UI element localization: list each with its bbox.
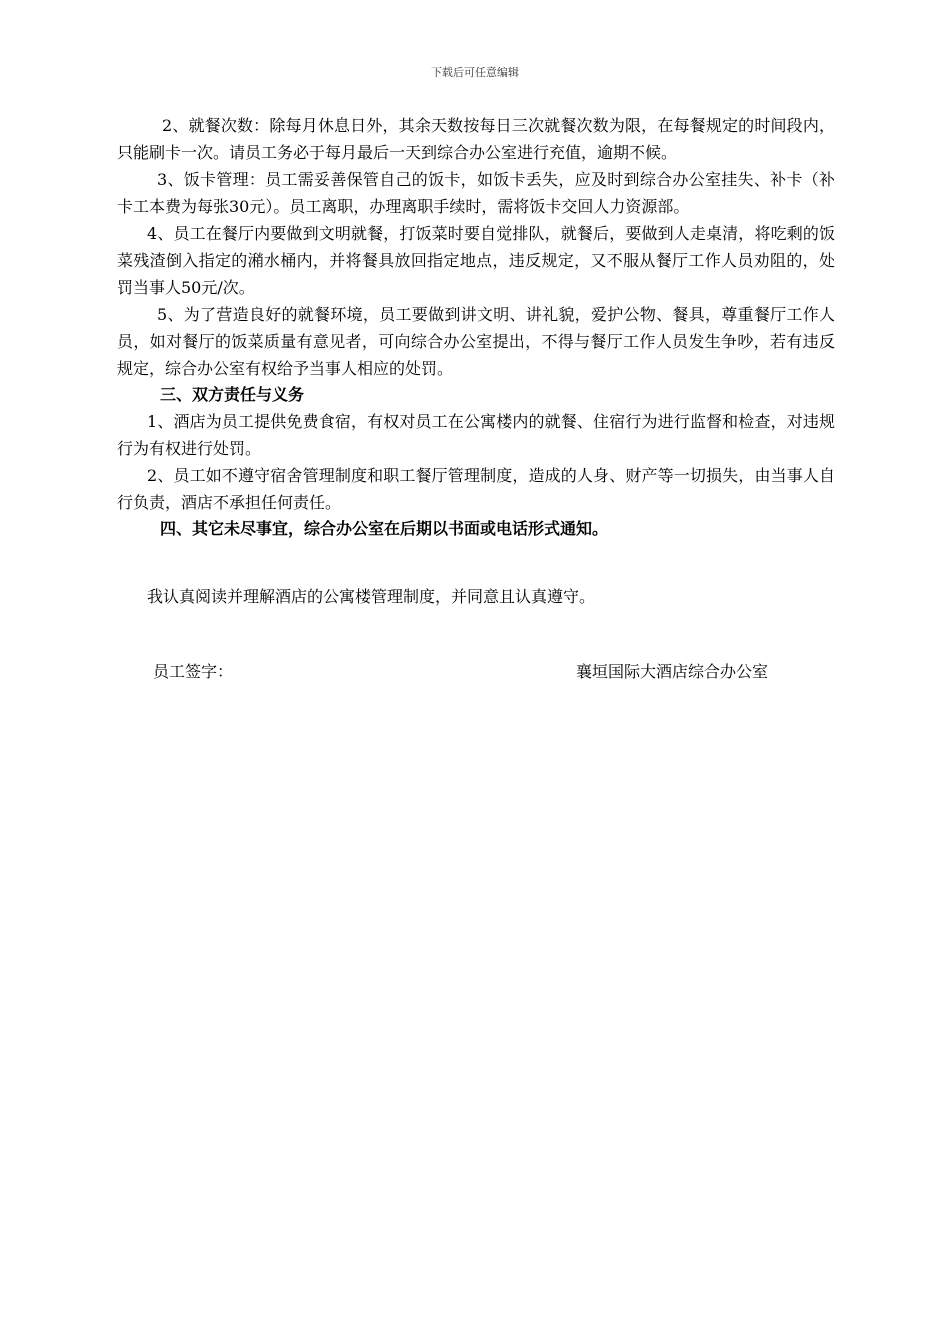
header-note: 下载后可任意编辑: [431, 66, 519, 79]
section-3-item-2: 2、员工如不遵守宿舍管理制度和职工餐厅管理制度，造成的人身、财产等一切损失，由当事人自行负责，酒店不承担任何责任。: [117, 466, 835, 512]
rule-item-3: 3、饭卡管理：员工需妥善保管自己的饭卡，如饭卡丢失，应及时到综合办公室挂失、补卡（补卡工本费为每张30元）。员工离职，办理离职手续时，需将饭卡交回人力资源部。: [117, 170, 835, 216]
issuing-organization: 襄垣国际大酒店综合办公室: [576, 662, 769, 681]
rule-item-2: 2、就餐次数：除每月休息日外，其余天数按每日三次就餐次数为限，在每餐规定的时间段内，只能刷卡一次。请员工务必于每月最后一天到综合办公室进行充值，逾期不候。: [117, 116, 835, 162]
section-4-title: 四、其它未尽事宜，综合办公室在后期以书面或电话形式通知。: [160, 519, 609, 538]
document-body: [117, 112, 835, 542]
closing-statement: 我认真阅读并理解酒店的公寓楼管理制度，并同意且认真遵守。: [147, 587, 596, 606]
section-3-item-1: 1、酒店为员工提供免费食宿，有权对员工在公寓楼内的就餐、住宿行为进行监督和检查，对违规行为有权进行处罚。: [117, 412, 835, 458]
employee-signature-label: 员工签字：: [153, 662, 234, 681]
rule-item-4: 4、员工在餐厅内要做到文明就餐，打饭菜时要自觉排队，就餐后，要做到人走桌清，将吃剩的饭菜残渣倒入指定的潲水桶内，并将餐具放回指定地点，违反规定，又不服从餐厅工作人员劝阻的，处罚当事人50元/次。: [117, 224, 835, 297]
section-3-title: 三、双方责任与义务: [160, 385, 305, 404]
rule-item-5: 5、为了营造良好的就餐环境，员工要做到讲文明、讲礼貌，爱护公物、餐具，尊重餐厅工作人员，如对餐厅的饭菜质量有意见者，可向综合办公室提出，不得与餐厅工作人员发生争吵，若有违反规定，综合办公室有权给予当事人相应的处罚。: [117, 305, 835, 378]
